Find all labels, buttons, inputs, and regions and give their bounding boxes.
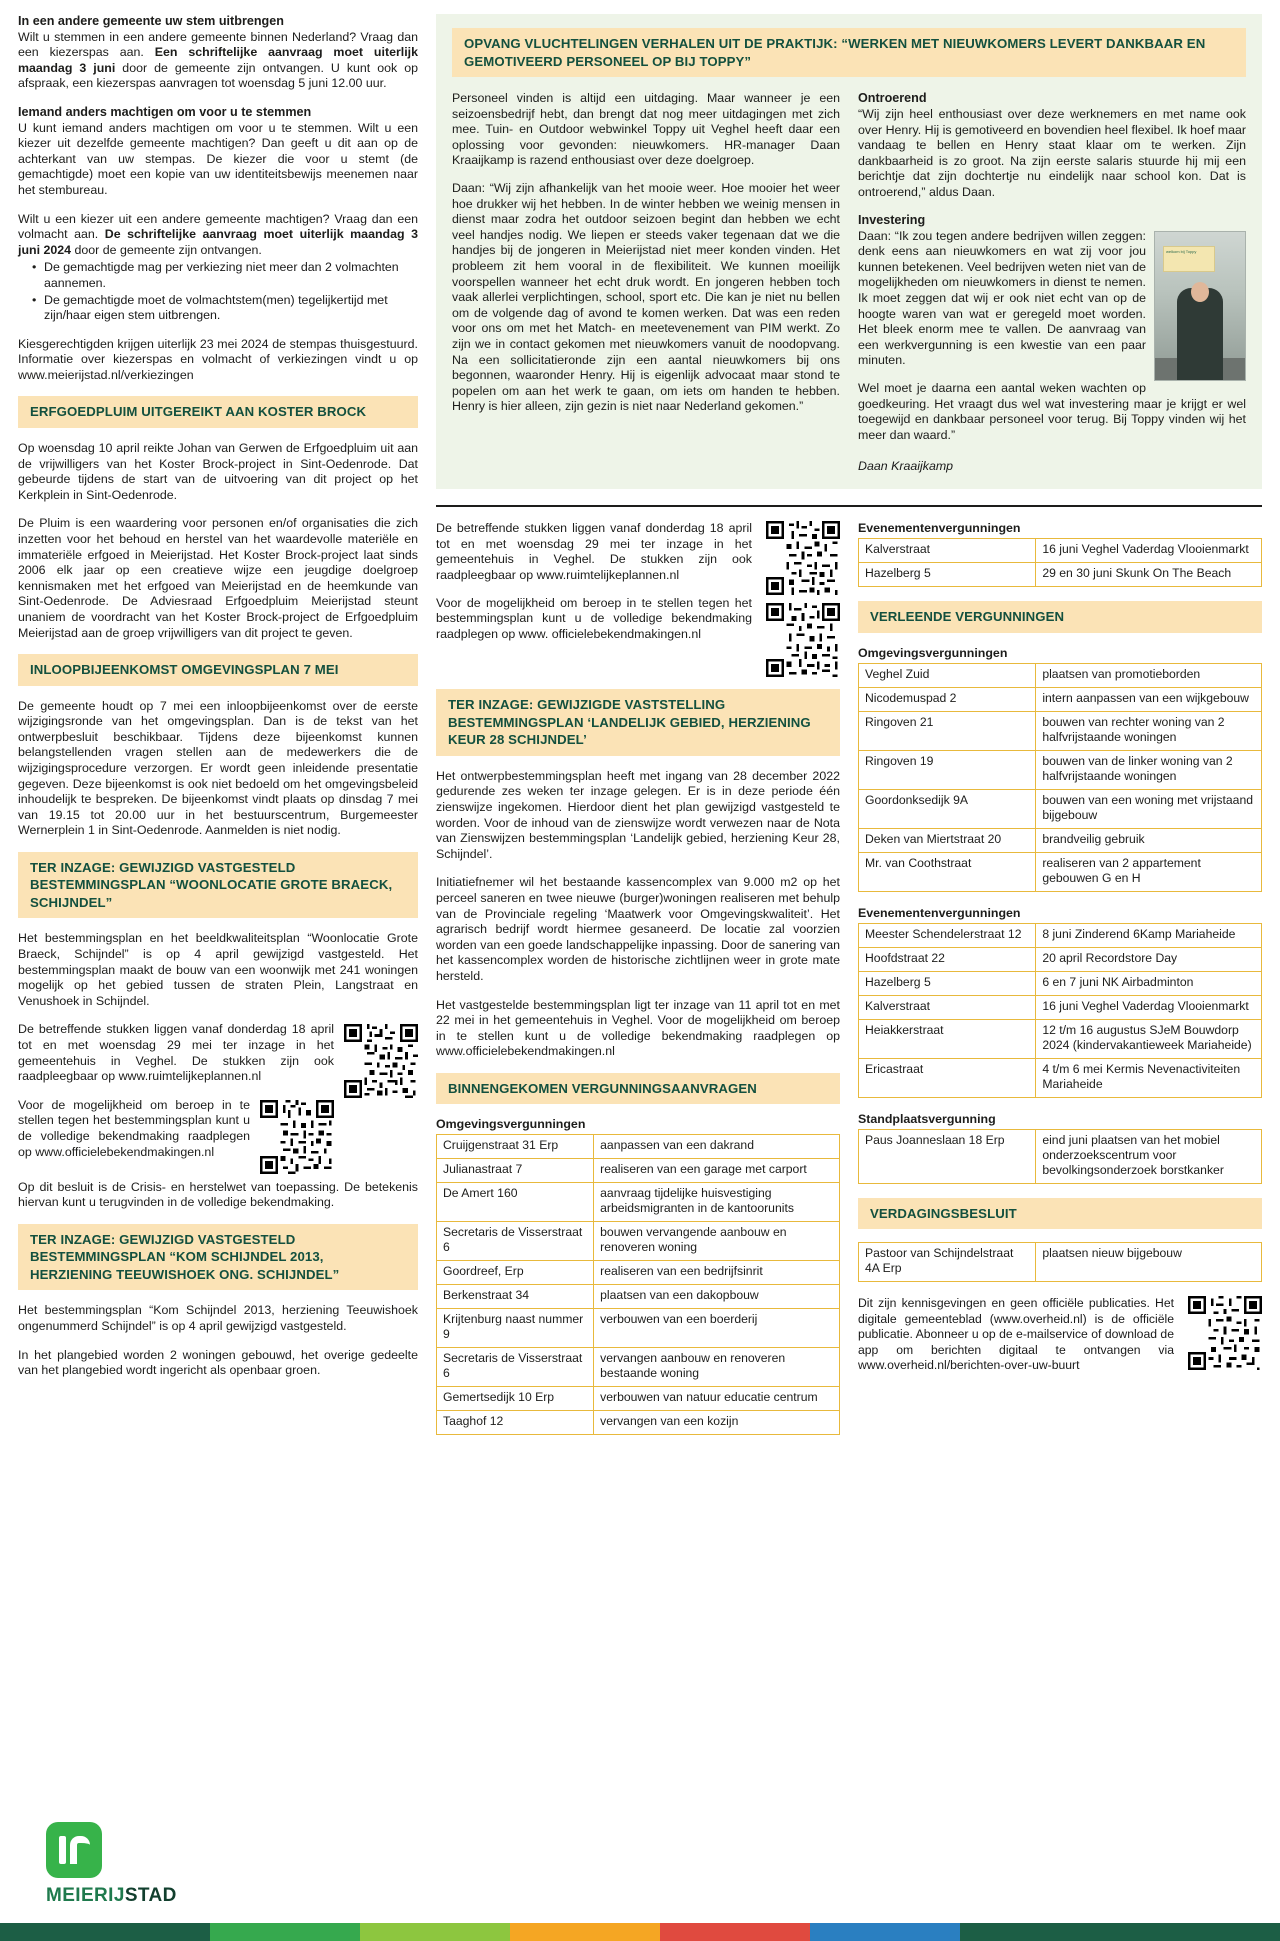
table-cell-location: Hazelberg 5 bbox=[859, 971, 1036, 995]
table-row bbox=[437, 1222, 840, 1261]
column-right-wrapper bbox=[436, 14, 1262, 1449]
grote-braeck-paragraph-2: De betreffende stukken liggen vanaf donderdag 18 april tot en met woensdag 29 mei ter inzage in het gemeentehuis in Veghel. De stukken zijn ook raadpleegbaar op www.ruimtelijkeplannen.nl bbox=[18, 1022, 334, 1084]
landelijk-paragraph-2: Initiatiefnemer wil het bestaande kassencomplex van 9.000 m2 op het perceel saneren en twee nieuwe (burger)woningen realiseren met behulp van de Provinciale regeling ‘Maatwerk voor Omgevingskwaliteit’. Het agrarisch bedrijf wordt hiermee gesaneerd. De locatie zal voorzien worden van een goede landschappelijke inpassing. Door de sanering van het kassencomplex worden de historische zichtlijnen weer in grote mate hersteld. bbox=[436, 875, 840, 983]
voting-p1-a: Wilt u stemmen in een andere gemeente binnen Nederland? Vraag dan een kiezerspas aan. bbox=[18, 29, 418, 60]
evenementen1-label: Evenementenvergunningen bbox=[858, 521, 1021, 536]
table-cell-location: Hazelberg 5 bbox=[859, 563, 1036, 587]
erfgoedpluim-paragraph-1: Op woensdag 10 april reikte Johan van Gerwen de Erfgoedpluim uit aan de vrijwilligers van het Koster Brock-project in Sint-Oedenrode. Dat gebeurde tijdens de start van de uitvoering van dit project op het Kerkplein in Sint-Oedenrode. bbox=[18, 440, 418, 502]
voting-p1-c: door de gemeente zijn ontvangen. U kunt ook op afspraak, een kiezerspas aanvragen tot woensdag 5 juni 12.00 uur. bbox=[18, 60, 418, 91]
table-cell-location: Hoofdstraat 22 bbox=[859, 947, 1036, 971]
qr-code-icon bbox=[344, 1024, 418, 1098]
section-verdagingsbesluit bbox=[858, 1198, 1262, 1283]
table-row bbox=[859, 750, 1262, 789]
table-row bbox=[437, 1159, 840, 1183]
table-cell-location: Pastoor van Schijndelstraat 4A Erp bbox=[859, 1243, 1036, 1282]
disclaimer-text: Dit zijn kennisgevingen en geen officiële publicaties. Het digitale gemeenteblad (www.overheid.nl) is de officiële publicatie. Abonneer u op de e-mailservice of download de app om berichten digitaal te ontvangen via www.overheid.nl/berichten-over-uw-buurt bbox=[858, 1296, 1174, 1372]
list-item: • De gemachtigde mag per verkiezing niet meer dan 2 volmachten aannemen. bbox=[34, 260, 418, 291]
table-cell-description: brandveilig gebruik bbox=[1036, 828, 1262, 852]
erfgoedpluim-paragraph-2: De Pluim is een waardering voor personen en/of organisaties die zich inzetten voor het behoud en herstel van het waardevolle materiële en immateriële erfgoed in Meierijstad. Het Koster Brock-project laat sinds 2006 elk jaar op een creatieve wijze een jeugdige doelgroep kennismaken met het erfgoed van Meierijstad en de heemkunde van Sint-Oedenrode. De Adviesraad Erfgoedpluim Meierijstad steunt unaniem de voordracht van het Koster Brock-project de Erfgoedpluim Meierijstad aan de groep vrijwilligers van dit project te geven. bbox=[18, 516, 418, 640]
table-cell-description: 12 t/m 16 augustus SJeM Bouwdorp 2024 (kindervakantieweek Mariaheide) bbox=[1036, 1019, 1262, 1058]
table-row bbox=[859, 1243, 1262, 1282]
table-row bbox=[859, 852, 1262, 891]
teeuwishoek-paragraph-1: Het bestemmingsplan “Kom Schijndel 2013, herziening Teeuwishoek ongenummerd Schijndel” is op 4 april gewijzigd vastgesteld. bbox=[18, 1303, 418, 1334]
table-row bbox=[859, 539, 1262, 563]
photo-wall-sign: welkom bij Toppy bbox=[1163, 246, 1215, 272]
voting-heading-1: In een andere gemeente uw stem uitbrengen bbox=[18, 14, 284, 28]
voting-paragraph-4: Kiesgerechtigden krijgen uiterlijk 23 mei 2024 de stempas thuisgestuurd. Informatie over kiezerspas en volmacht of verkiezingen vindt u op www.meierijstad.nl/verkiezingen bbox=[18, 336, 418, 382]
page-footer bbox=[0, 1822, 1280, 1941]
section-landelijk-gebied bbox=[436, 689, 840, 1060]
table-cell-description: realiseren van 2 appartement gebouwen G en H bbox=[1036, 852, 1262, 891]
table-cell-location: De Amert 160 bbox=[437, 1183, 594, 1222]
section-verleende-vergunningen bbox=[858, 601, 1262, 892]
table-cell-location: Secretaris de Visserstraat 6 bbox=[437, 1348, 594, 1387]
inloopbijeenkomst-paragraph-1: De gemeente houdt op 7 mei een inloopbijeenkomst over de eerste wijzigingsronde van het omgevingsplan. Dan is de tekst van het ontwerpbesluit beschikbaar. Tijdens deze bijeenkomst kunnen belangstellenden vragen stellen aan de medewerkers die de wijzigingsprocedure verzorgen. Er wordt geen inleidende presentatie gegeven. Deze bijeenkomst is ook niet bedoeld om het omgevingsbeleid inhoudelijk te bespreken. De bijeenkomst vindt plaats op dinsdag 7 mei van 19.15 tot 20.00 uur in het bestuurscentrum, Burgemeester Wernerplein 1 in Sint-Oedenrode. Aanmelden is niet nodig. bbox=[18, 698, 418, 838]
feature-paragraph-investering: Daan: “Ik zou tegen andere bedrijven willen zeggen: denk eens aan nieuwkomers en wat zij voor jou kunnen betekenen. Veel bedrijven weten niet van de mogelijkheden om nieuwkomers in dienst te nemen. Ik moet zeggen dat wij er ook niet echt van op de hoogte waren van wat er geregeld moet worden. Het bleek enorm mee te vallen. De aanvraag van een werkvergunning is een kwestie van een paar minuten. bbox=[858, 228, 1146, 368]
table-cell-description: eind juni plaatsen van het mobiel onderzoekscentrum voor bevolkingsonderzoek borstkanker bbox=[1036, 1129, 1262, 1183]
table-row bbox=[859, 1058, 1262, 1097]
table-cell-description: 16 juni Veghel Vaderdag Vlooienmarkt bbox=[1036, 995, 1262, 1019]
table-cell-description: intern aanpassen van een wijkgebouw bbox=[1036, 687, 1262, 711]
verdaging-banner: VERDAGINGSBESLUIT bbox=[858, 1198, 1262, 1230]
table-cell-description: verbouwen van natuur educatie centrum bbox=[594, 1387, 840, 1411]
table-cell-description: verbouwen van een boerderij bbox=[594, 1309, 840, 1348]
evenementen1-table bbox=[858, 538, 1262, 587]
feature-paragraph-investering-2: Wel moet je daarna een aantal weken wachten op goedkeuring. Het vraagt dus wel wat investering maar je krijgt er wel toegewijd en dankbaar personeel voor terug. Bij Toppy vinden wij het meer dan waard.” bbox=[858, 380, 1246, 442]
table-cell-location: Goordreef, Erp bbox=[437, 1261, 594, 1285]
mid-qr-stack bbox=[766, 521, 840, 677]
table-cell-description: vervangen aanbouw en renoveren bestaande woning bbox=[594, 1348, 840, 1387]
table-row bbox=[437, 1183, 840, 1222]
table-cell-description: plaatsen van een dakopbouw bbox=[594, 1285, 840, 1309]
qr-code-icon bbox=[1188, 1296, 1262, 1370]
table-cell-description: aanvraag tijdelijke huisvestiging arbeidsmigranten in de kantoorunits bbox=[594, 1183, 840, 1222]
table-cell-description: 6 en 7 juni NK Airbadminton bbox=[1036, 971, 1262, 995]
landelijk-paragraph-3: Het vastgestelde bestemmingsplan ligt ter inzage van 11 april tot en met 22 mei in het gemeentehuis in Veghel. Voor de mogelijkheid om beroep in te stellen kunt u de volledige bekendmaking raadplegen op www.officielebekendmakingen.nl bbox=[436, 997, 840, 1059]
mid-paragraph-1: De betreffende stukken liggen vanaf donderdag 18 april tot en met woensdag 29 mei ter inzage in het gemeentehuis in Veghel. De stukken zijn ook raadpleegbaar op www.ruimtelijkeplannen.nl bbox=[436, 521, 752, 583]
table-cell-location: Kalverstraat bbox=[859, 539, 1036, 563]
column-left bbox=[18, 14, 418, 1392]
inloopbijeenkomst-banner: INLOOPBIJEENKOMST OMGEVINGSPLAN 7 MEI bbox=[18, 654, 418, 686]
table-row bbox=[437, 1309, 840, 1348]
table-cell-location: Nicodemuspad 2 bbox=[859, 687, 1036, 711]
table-row bbox=[859, 947, 1262, 971]
qr-code-icon bbox=[260, 1100, 334, 1174]
table-row bbox=[437, 1387, 840, 1411]
binnengekomen-table-label: Omgevingsvergunningen bbox=[436, 1117, 586, 1132]
table-cell-location: Ringoven 21 bbox=[859, 711, 1036, 750]
table-cell-description: aanpassen van een dakrand bbox=[594, 1135, 840, 1159]
grote-braeck-paragraph-3: Voor de mogelijkheid om beroep in te stellen tegen het bestemmingsplan kunt u de volledige bekendmaking raadplegen op www.officielebekendmakingen.nl bbox=[18, 1097, 250, 1159]
table-cell-description: bouwen van een woning met vrijstaand bijgebouw bbox=[1036, 789, 1262, 828]
table-row bbox=[859, 687, 1262, 711]
feature-column-right bbox=[858, 91, 1246, 473]
binnengekomen-table bbox=[436, 1134, 840, 1435]
landelijk-paragraph-1: Het ontwerpbestemmingsplan heeft met ingang van 28 december 2022 gedurende zes weken ter inzage gelegen. Er is in deze periode één zienswijze ingekomen. Hierdoor dient het plan gewijzigd vastgesteld te worden. Voor de inhoud van de zienswijze wordt verwezen naar de Nota van Zienswijzen bestemmingsplan ‘Landelijk gebied, herziening Keur 28, Schijndel’. bbox=[436, 768, 840, 861]
voting-paragraph-1 bbox=[18, 30, 418, 92]
section-voting bbox=[18, 14, 418, 383]
section-inloopbijeenkomst bbox=[18, 654, 418, 839]
table-cell-location: Veghel Zuid bbox=[859, 663, 1036, 687]
table-row bbox=[437, 1135, 840, 1159]
table-row bbox=[859, 1019, 1262, 1058]
section-grote-braeck bbox=[18, 852, 418, 1211]
erfgoedpluim-banner: ERFGOEDPLUIM UITGEREIKT AAN KOSTER BROCK bbox=[18, 396, 418, 428]
horizontal-rule bbox=[436, 505, 1262, 507]
lower-two-columns bbox=[436, 521, 1262, 1449]
standplaats-table bbox=[858, 1129, 1262, 1184]
feature-banner: OPVANG VLUCHTELINGEN VERHALEN UIT DE PRAKTIJK: “WERKEN MET NIEUWKOMERS LEVERT DANKBAAR EN GEMOTIVEERD PERSONEEL OP BIJ TOPPY” bbox=[452, 28, 1246, 77]
footer-bar-segment bbox=[960, 1923, 1280, 1941]
section-teeuwishoek bbox=[18, 1224, 418, 1379]
feature-column-left bbox=[452, 91, 840, 473]
voting-paragraph-2: U kunt iemand anders machtigen om voor u te stemmen. Wilt u een kiezer uit dezelfde gemeente machtigen? Dan geeft u dit aan op de achterkant van uw stempas. De kiezer die voor u stemt (de gemachtigde) moet een kopie van uw identiteitsbewijs meenemen naar het stembureau. bbox=[18, 120, 418, 197]
table-cell-description: plaatsen van promotieborden bbox=[1036, 663, 1262, 687]
footer-bar-segment bbox=[660, 1923, 810, 1941]
logo-wordmark bbox=[46, 1885, 1280, 1907]
disclaimer-row bbox=[858, 1296, 1262, 1373]
section-evenementen-2 bbox=[858, 906, 1262, 1098]
table-cell-description: realiseren van een bedrijfsinrit bbox=[594, 1261, 840, 1285]
column-right bbox=[858, 521, 1262, 1385]
feature-columns bbox=[452, 91, 1246, 473]
table-cell-description: 4 t/m 6 mei Kermis Nevenactiviteiten Mariaheide bbox=[1036, 1058, 1262, 1097]
verleende-table bbox=[858, 663, 1262, 892]
table-row bbox=[859, 563, 1262, 587]
binnengekomen-banner: BINNENGEKOMEN VERGUNNINGSAANVRAGEN bbox=[436, 1073, 840, 1105]
photo-person-head bbox=[1191, 282, 1209, 302]
table-row bbox=[859, 1129, 1262, 1183]
table-cell-location: Taaghof 12 bbox=[437, 1411, 594, 1435]
table-cell-location: Krijtenburg naast nummer 9 bbox=[437, 1309, 594, 1348]
grote-braeck-paragraph-1: Het bestemmingsplan en het beeldkwaliteitsplan “Woonlocatie Grote Braeck, Schijndel” is op 4 april gewijzigd vastgesteld. Het bestemmingsplan maakt de bouw van een woonwijk met 241 woningen mogelijk op het gebied tussen de straten Plein, Langstraat en Venushoek in Schijndel. bbox=[18, 931, 418, 1008]
feature-article-toppy bbox=[436, 14, 1262, 489]
table-row bbox=[437, 1348, 840, 1387]
footer-bar-segment bbox=[210, 1923, 360, 1941]
table-row bbox=[437, 1285, 840, 1309]
three-column-layout bbox=[18, 14, 1262, 1449]
footer-bar-segment bbox=[0, 1923, 210, 1941]
table-row bbox=[859, 923, 1262, 947]
logo-text-a: MEIERIJ bbox=[46, 1885, 125, 1906]
table-cell-location: Heiakkerstraat bbox=[859, 1019, 1036, 1058]
table-cell-description: 16 juni Veghel Vaderdag Vlooienmarkt bbox=[1036, 539, 1262, 563]
evenementen2-label: Evenementenvergunningen bbox=[858, 905, 1021, 920]
table-row bbox=[437, 1411, 840, 1435]
voting-p3-a: Wilt u een kiezer uit een andere gemeente machtigen? Vraag dan een volmacht aan. bbox=[18, 211, 418, 242]
table-row bbox=[859, 663, 1262, 687]
footer-bar-segment bbox=[510, 1923, 660, 1941]
feature-subheading-investering: Investering bbox=[858, 212, 926, 227]
voting-bullet-list bbox=[18, 260, 418, 323]
landelijk-gebied-banner: TER INZAGE: GEWIJZIGDE VASTSTELLING BESTEMMINGSPLAN ‘LANDELIJK GEBIED, HERZIENING KEUR 28 SCHIJNDEL’ bbox=[436, 689, 840, 756]
column-middle bbox=[436, 521, 840, 1449]
voting-p1-bold: Een schriftelijke aanvraag moet uiterlijk maandag 3 juni bbox=[18, 45, 418, 75]
table-cell-description: 29 en 30 juni Skunk On The Beach bbox=[1036, 563, 1262, 587]
table-cell-location: Kalverstraat bbox=[859, 995, 1036, 1019]
qr-code-icon bbox=[766, 521, 840, 595]
voting-p3-bold: De schriftelijke aanvraag moet uiterlijk maandag 3 juni 2024 bbox=[18, 227, 418, 257]
logo-text-b: STAD bbox=[124, 1885, 177, 1906]
table-cell-description: vervangen van een kozijn bbox=[594, 1411, 840, 1435]
table-row bbox=[859, 828, 1262, 852]
logo-block bbox=[0, 1822, 1280, 1923]
verdaging-table bbox=[858, 1242, 1262, 1282]
feature-paragraph-2: Daan: “Wij zijn afhankelijk van het mooie weer. Hoe mooier het weer hoe drukker wij het hebben. In de winter hebben we weinig mensen in dienst maar zodra het outdoor seizoen begint dan hebben we echt veel handjes nodig. We liepen er steeds vaker tegenaan dat we die handjes bij de jongeren in Meierijstad niet meer konden vinden. Het probleem zit hem vooral in de flexibiliteit. We kunnen moeilijk voorspellen wanneer het echt druk wordt. En jongeren hebben toch vaak allerlei verplichtingen, school, sport etc. Die kan je niet nu bellen om de volgende dag of avond te komen werken. Dat was een reden voor ons om met het Match- en meetevenement van PIM werkt. Zo zijn we in contact gekomen met nieuwkomers vanuit de noodopvang. Na een sollicitatieronde zijn een aantal nieuwkomers bij ons begonnen, waaronder Henry. Hij is eigenlijk advocaat maar stond te popelen om aan het werk te gaan, om iets om handen te hebben. Henry is hier alleen, zijn gezin is niet naar Nederland gekomen.” bbox=[452, 180, 840, 414]
section-erfgoedpluim bbox=[18, 396, 418, 641]
table-cell-location: Mr. van Coothstraat bbox=[859, 852, 1036, 891]
table-cell-description: plaatsen nieuw bijgebouw bbox=[1036, 1243, 1262, 1282]
grote-braeck-paragraph-4: Op dit besluit is de Crisis- en herstelwet van toepassing. De betekenis hiervan kunt u terugvinden in de volledige bekendmaking. bbox=[18, 1179, 418, 1210]
mid-qr-text-1 bbox=[436, 521, 752, 642]
verleende-label: Omgevingsvergunningen bbox=[858, 645, 1008, 660]
evenementen2-table bbox=[858, 923, 1262, 1098]
table-cell-location: Gemertsedijk 10 Erp bbox=[437, 1387, 594, 1411]
grote-braeck-banner: TER INZAGE: GEWIJZIGD VASTGESTELD BESTEMMINGSPLAN “WOONLOCATIE GROTE BRAECK, SCHIJNDEL” bbox=[18, 852, 418, 919]
table-row bbox=[859, 789, 1262, 828]
feature-photo bbox=[1154, 231, 1246, 381]
table-row bbox=[437, 1261, 840, 1285]
section-standplaatsvergunning bbox=[858, 1112, 1262, 1184]
section-binnengekomen-vergunningsaanvragen bbox=[436, 1073, 840, 1436]
table-cell-description: bouwen vervangende aanbouw en renoveren woning bbox=[594, 1222, 840, 1261]
table-row bbox=[859, 971, 1262, 995]
mid-paragraph-2: Voor de mogelijkheid om beroep in te stellen tegen het bestemmingsplan kunt u de volledige bekendmaking raadplegen op www. officielebekendmakingen.nl bbox=[436, 595, 752, 641]
verleende-banner: VERLEENDE VERGUNNINGEN bbox=[858, 601, 1262, 633]
table-row bbox=[859, 711, 1262, 750]
voting-p3-c: door de gemeente zijn ontvangen. bbox=[71, 242, 262, 257]
table-cell-location: Berkenstraat 34 bbox=[437, 1285, 594, 1309]
table-cell-location: Julianastraat 7 bbox=[437, 1159, 594, 1183]
feature-signature: Daan Kraaijkamp bbox=[858, 459, 954, 474]
table-row bbox=[859, 995, 1262, 1019]
list-item: • De gemachtigde moet de volmachtstem(men) tegelijkertijd met zijn/haar eigen stem uitbrengen. bbox=[34, 293, 418, 324]
meierijstad-logo-icon bbox=[46, 1822, 102, 1878]
table-cell-location: Deken van Miertstraat 20 bbox=[859, 828, 1036, 852]
qr-code-icon bbox=[766, 603, 840, 677]
table-cell-location: Cruijgenstraat 31 Erp bbox=[437, 1135, 594, 1159]
table-cell-location: Secretaris de Visserstraat 6 bbox=[437, 1222, 594, 1261]
table-cell-location: Ericastraat bbox=[859, 1058, 1036, 1097]
footer-color-bar bbox=[0, 1923, 1280, 1941]
table-cell-location: Paus Joanneslaan 18 Erp bbox=[859, 1129, 1036, 1183]
table-cell-location: Ringoven 19 bbox=[859, 750, 1036, 789]
section-evenementen-1 bbox=[858, 521, 1262, 587]
footer-bar-segment bbox=[810, 1923, 960, 1941]
feature-paragraph-1: Personeel vinden is altijd een uitdaging. Maar wanneer je een seizoensbedrijf hebt, dan brengt dat nog meer uitdagingen met zich mee. Tuin- en Outdoor webwinkel Toppy uit Veghel heeft daar een oplossing voor gevonden: nieuwkomers. HR-manager Daan Kraaijkamp is razend enthousiast over deze doelgroep. bbox=[452, 91, 840, 168]
table-cell-location: Goordonksedijk 9A bbox=[859, 789, 1036, 828]
table-cell-description: realiseren van een garage met carport bbox=[594, 1159, 840, 1183]
voting-heading-2: Iemand anders machtigen om voor u te stemmen bbox=[18, 104, 312, 119]
mid-qr-row-1 bbox=[436, 521, 840, 677]
teeuwishoek-banner: TER INZAGE: GEWIJZIGD VASTGESTELD BESTEMMINGSPLAN “KOM SCHIJNDEL 2013, HERZIENING TEEUWISHOEK ONG. SCHIJNDEL” bbox=[18, 1224, 418, 1291]
table-cell-location: Meester Schendelerstraat 12 bbox=[859, 923, 1036, 947]
table-cell-description: 20 april Recordstore Day bbox=[1036, 947, 1262, 971]
teeuwishoek-paragraph-2: In het plangebied worden 2 woningen gebouwd, het overige gedeelte van het plangebied wordt ingericht als openbaar groen. bbox=[18, 1347, 418, 1378]
table-cell-description: bouwen van rechter woning van 2 halfvrijstaande woningen bbox=[1036, 711, 1262, 750]
voting-paragraph-3 bbox=[18, 212, 418, 259]
table-cell-description: 8 juni Zinderend 6Kamp Mariaheide bbox=[1036, 923, 1262, 947]
standplaats-label: Standplaatsvergunning bbox=[858, 1111, 996, 1126]
feature-subheading-ontroerend: Ontroerend bbox=[858, 91, 927, 105]
feature-paragraph-ontroerend: “Wij zijn heel enthousiast over deze werknemers en met name ook over Henry. Hij is gemotiveerd en bovendien heel flexibel. Ik hoef maar vandaag te bellen en Henry staat klaar om te werken. Zijn dankbaarheid is zo groot. Na zijn eerste salaris stuurde hij mij een berichtje dat zijn dochtertje nu eindelijk naar school kon. Dat is ontroerend,” aldus Daan. bbox=[858, 107, 1246, 199]
table-cell-description: bouwen van de linker woning van 2 halfvrijstaande woningen bbox=[1036, 750, 1262, 789]
footer-bar-segment bbox=[360, 1923, 510, 1941]
